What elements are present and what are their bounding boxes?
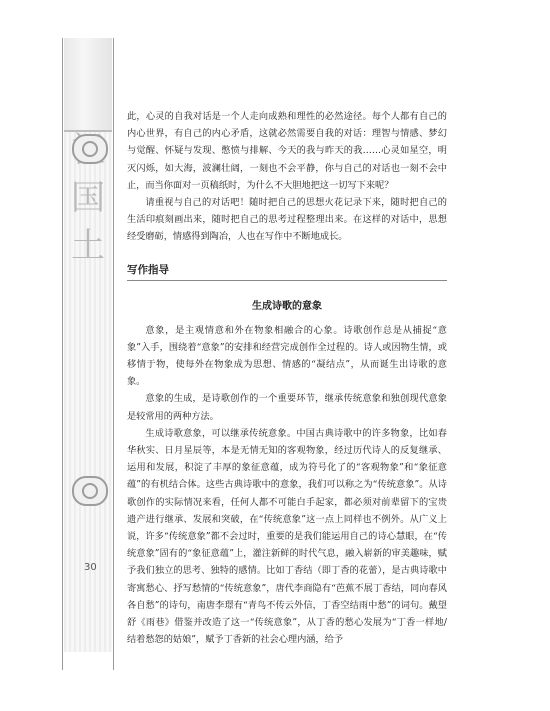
article-title: 生成诗歌的意象 [252,300,322,312]
article-paragraph: 意象，是主观情意和外在物象相融合的心象。诗歌创作总是从捕捉“意象”入手，围绕着“意象”的安排和经营完成创作全过程的。诗人或因物生情，或移情于物，使每外在物象成为思想、情感的“凝结点”，从而诞生出诗歌的意象。 [127,324,447,388]
chapter-side-band [64,38,112,670]
margin-rule-right [113,38,114,670]
article-paragraph: 意象的生成，是诗歌创作的一个重要环节，继承传统意象和独创现代意象是较常用的两种方法。 [127,393,447,422]
page-number: 30 [84,562,97,573]
article-paragraph: 生成诗歌意象，可以继承传统意象。中国古典诗歌中的许多物象，比如春华秋实、日月星辰等，本是无情无知的客观物象，经过历代诗人的反复继承、运用和发展，积淀了丰厚的象征意蕴，成为符号化了的“客观物象”和“象征意蕴”的有机结合体。这些古典诗歌中的意象，我们可以称之为“传统意象”。从诗歌创作的实际情况来看，任何人都不可能白手起家，都必须对前辈留下的宝贵遗产进行继承、发展和突破，在“传统意象”这一点上同样也不例外。从广义上说，许多“传统意象”都不会过时，重要的是我们能运用自己的诗心慧眼，在“传统意象”固有的“象征意蕴”上，灌注新鲜的时代气息，融入崭新的审美趣味，赋予我们独立的思考、独特的感情。比如丁香结（即丁香的花蕾），是古典诗歌中寄寓愁心、抒写愁情的“传统意象”，唐代李商隐有“芭蕉不展丁香结，同向春风各自愁”的诗句，南唐李璟有“青鸟不传云外信，丁香空结雨中愁”的词句。戴望舒《雨巷》借鉴并改造了这一“传统意象”，从丁香的愁心发展为“丁香一样地/结着愁怨的姑娘”，赋予丁香新的社会心理内涵，给予 [127,427,447,646]
chapter-char-3: 土 [71,226,105,266]
chapter-char-2: 国 [71,178,105,218]
intro-paragraph: 此，心灵的自我对话是一个人走向成熟和理性的必然途径。每个人都有自己的内心世界，有自己的内心矛盾，这就必然需要自我的对话：理智与情感、梦幻与觉醒、怀疑与发现、憋愤与排解、今天的我与昨天的我……心灵如星空，明灭闪烁，如大海，波澜壮阔，一刻也不会平静，你与自己的对话也一刻不会中止，而当你面对一页稿纸时，为什么不大胆地把这一切写下来呢？ [127,111,447,191]
scroll-ornament-icon [72,134,108,164]
intro-paragraph: 请重视与自己的对话吧！随时把自己的思想火花记录下来，随时把自己的生活印痕刻画出来，随时把自己的思考过程整理出来。在这样的对话中，思想经受磨砺，情感得到陶冶，人也在写作中不断地成长。 [127,197,447,243]
scroll-ornament-icon [72,476,108,506]
side-band-header [64,38,112,132]
page-content [127,108,447,648]
section-heading: 写作指导 [127,262,447,281]
margin-rule-left [62,38,63,670]
